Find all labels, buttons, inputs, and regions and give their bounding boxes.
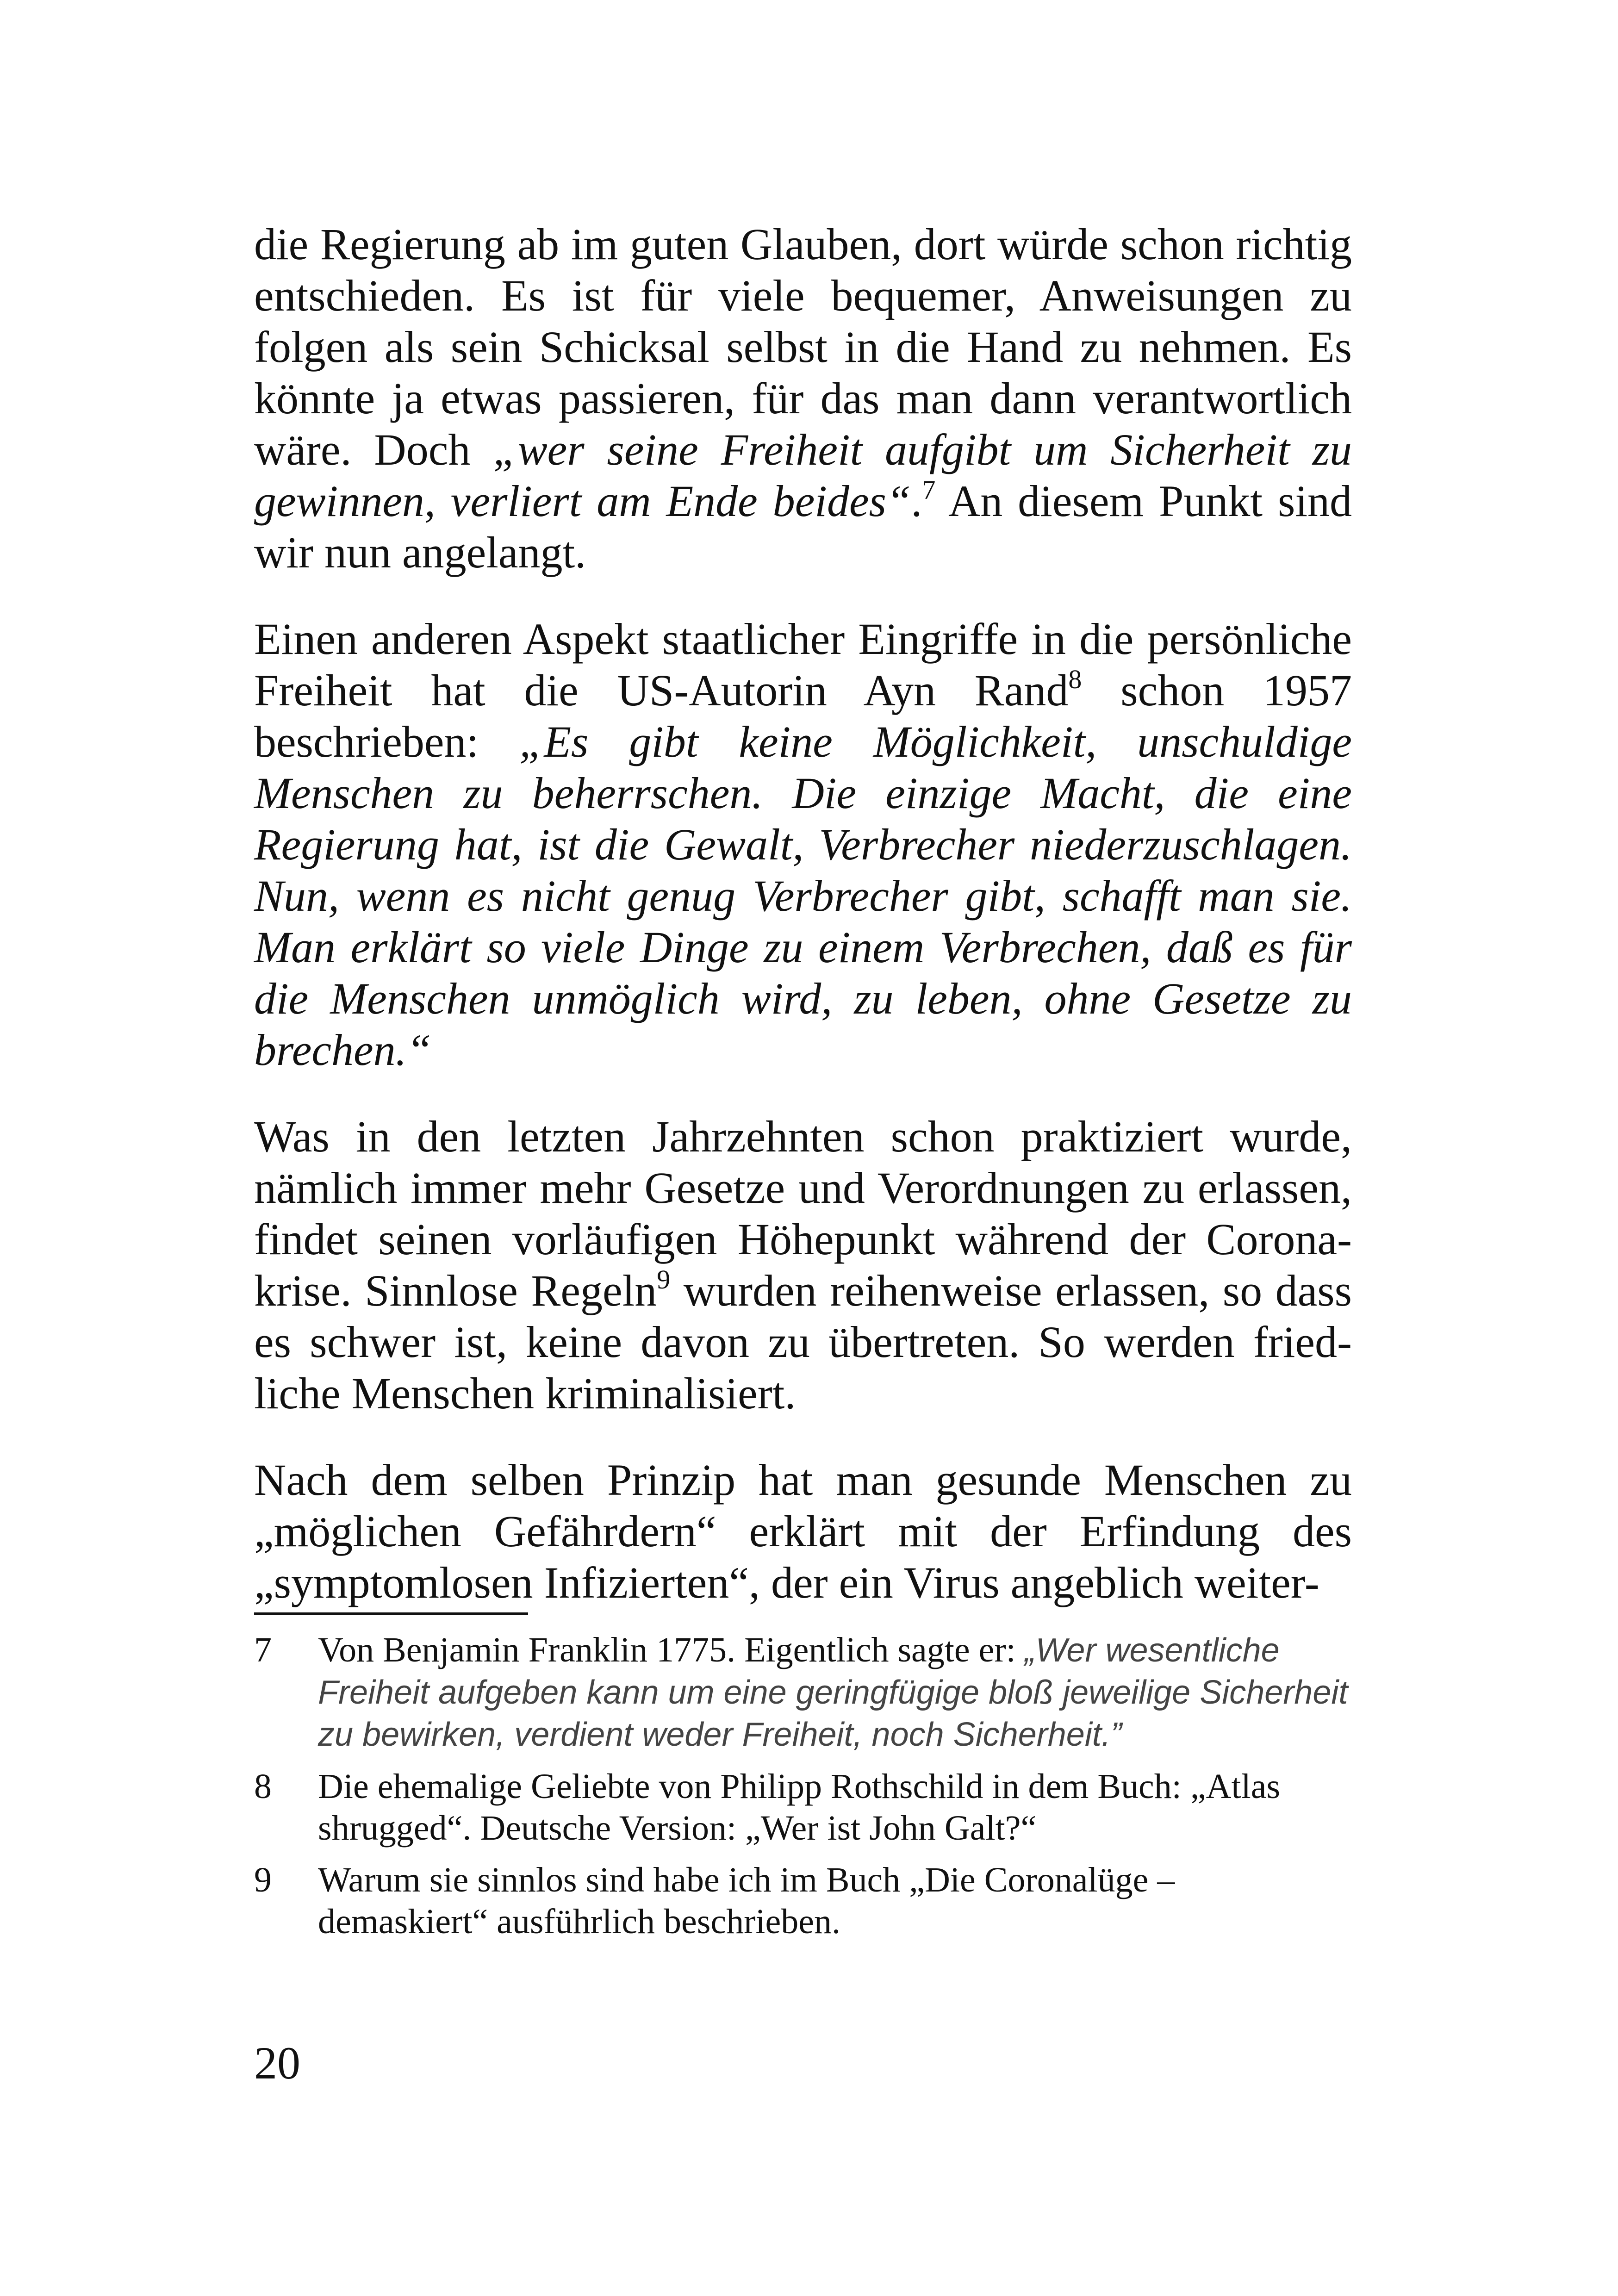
footnote-ref-7[interactable]: 7: [922, 475, 936, 505]
paragraph-4-text: Nach dem selben Prinzip hat man gesunde Menschen zu „möglichen Gefährdern“ erklärt mit der Erfindung des „symptomlosen Infizierten“, der ein Virus angeblich weiter-: [254, 1455, 1352, 1607]
footnote-number: 8: [254, 1767, 272, 1806]
footnote-number: 7: [254, 1630, 272, 1669]
footnote-text: Warum sie sinnlos sind habe ich im Buch „Die Coronalüge – demaskiert“ ausführlich beschrieben.: [318, 1860, 1175, 1941]
paragraph-1-text-a: die Regierung ab im guten Glauben, dort würde schon richtig entschieden. Es ist für viele bequemer, Anweisungen zu folgen als sein Schicksal selbst in die Hand zu nehmen. Es könnte ja etwas passieren, für das man dann verantwortlich wäre. Doch: [254, 219, 1352, 474]
paragraph-2-text-b: schon 1957 beschrieben:: [254, 666, 1352, 766]
body-text: [254, 218, 1352, 1608]
footnote-text: Von Benjamin Franklin 1775. Eigentlich sagte er:: [318, 1630, 1025, 1669]
footnotes: [254, 1629, 1352, 1953]
footnote-7: [254, 1629, 1352, 1755]
footnote-quote: „Wer wesentliche Freiheit aufgeben kann um eine geringfügige bloß jeweilige Sicherheit zu bewirken, verdient weder Freiheit, noch Sicherheit.”: [318, 1632, 1348, 1753]
paragraph-3: [254, 1111, 1352, 1419]
paragraph-1-after-quote: .: [911, 476, 922, 526]
paragraph-2-quote: „Es gibt keine Möglichkeit, unschuldige Menschen zu beherrschen. Die einzige Macht, die eine Regierung hat, ist die Gewalt, Verbrecher niederzuschlagen. Nun, wenn es nicht genug Verbrecher gibt, schafft man sie. Man erklärt so viele Dinge zu einem Verbrechen, daß es für die Menschen unmöglich wird, zu leben, ohne Gesetze zu brechen.“: [254, 717, 1352, 1075]
footnote-text: Die ehemalige Geliebte von Philipp Rothschild in dem Buch: „Atlas shrugged“. Deutsche Version: „Wer ist John Galt?“: [318, 1767, 1281, 1848]
paragraph-4: [254, 1454, 1352, 1608]
paragraph-1-quote: „wer seine Freiheit aufgibt um Sicherheit zu gewinnen, verliert am Ende beides“: [254, 425, 1352, 526]
footnote-number: 9: [254, 1860, 272, 1899]
paragraph-1: [254, 218, 1352, 578]
paragraph-1-text-b: An diesem Punkt sind wir nun angelangt.: [254, 476, 1352, 577]
paragraph-2: [254, 613, 1352, 1076]
footnote-separator: [254, 1612, 528, 1615]
footnote-ref-9[interactable]: 9: [657, 1264, 671, 1294]
paragraph-2-text-a: Einen anderen Aspekt staatlicher Eingriffe in die persönliche Freiheit hat die US-Autorin Ayn Rand: [254, 614, 1352, 715]
paragraph-3-text-b: wurden reihenweise erlassen, so dass es schwer ist, keine davon zu übertreten. So werden friedliche Menschen kriminalisiert.: [254, 1266, 1352, 1418]
page-number: 20: [254, 2037, 300, 2089]
footnote-ref-8[interactable]: 8: [1068, 664, 1082, 694]
footnote-9: [254, 1859, 1352, 1942]
paragraph-3-text-a: Was in den letzten Jahrzehnten schon praktiziert wurde, nämlich immer mehr Gesetze und Verordnungen zu erlassen, findet seinen vorläufigen Höhepunkt während der Coronakrise. Sinnlose Regeln: [254, 1112, 1352, 1315]
footnote-8: [254, 1766, 1352, 1849]
